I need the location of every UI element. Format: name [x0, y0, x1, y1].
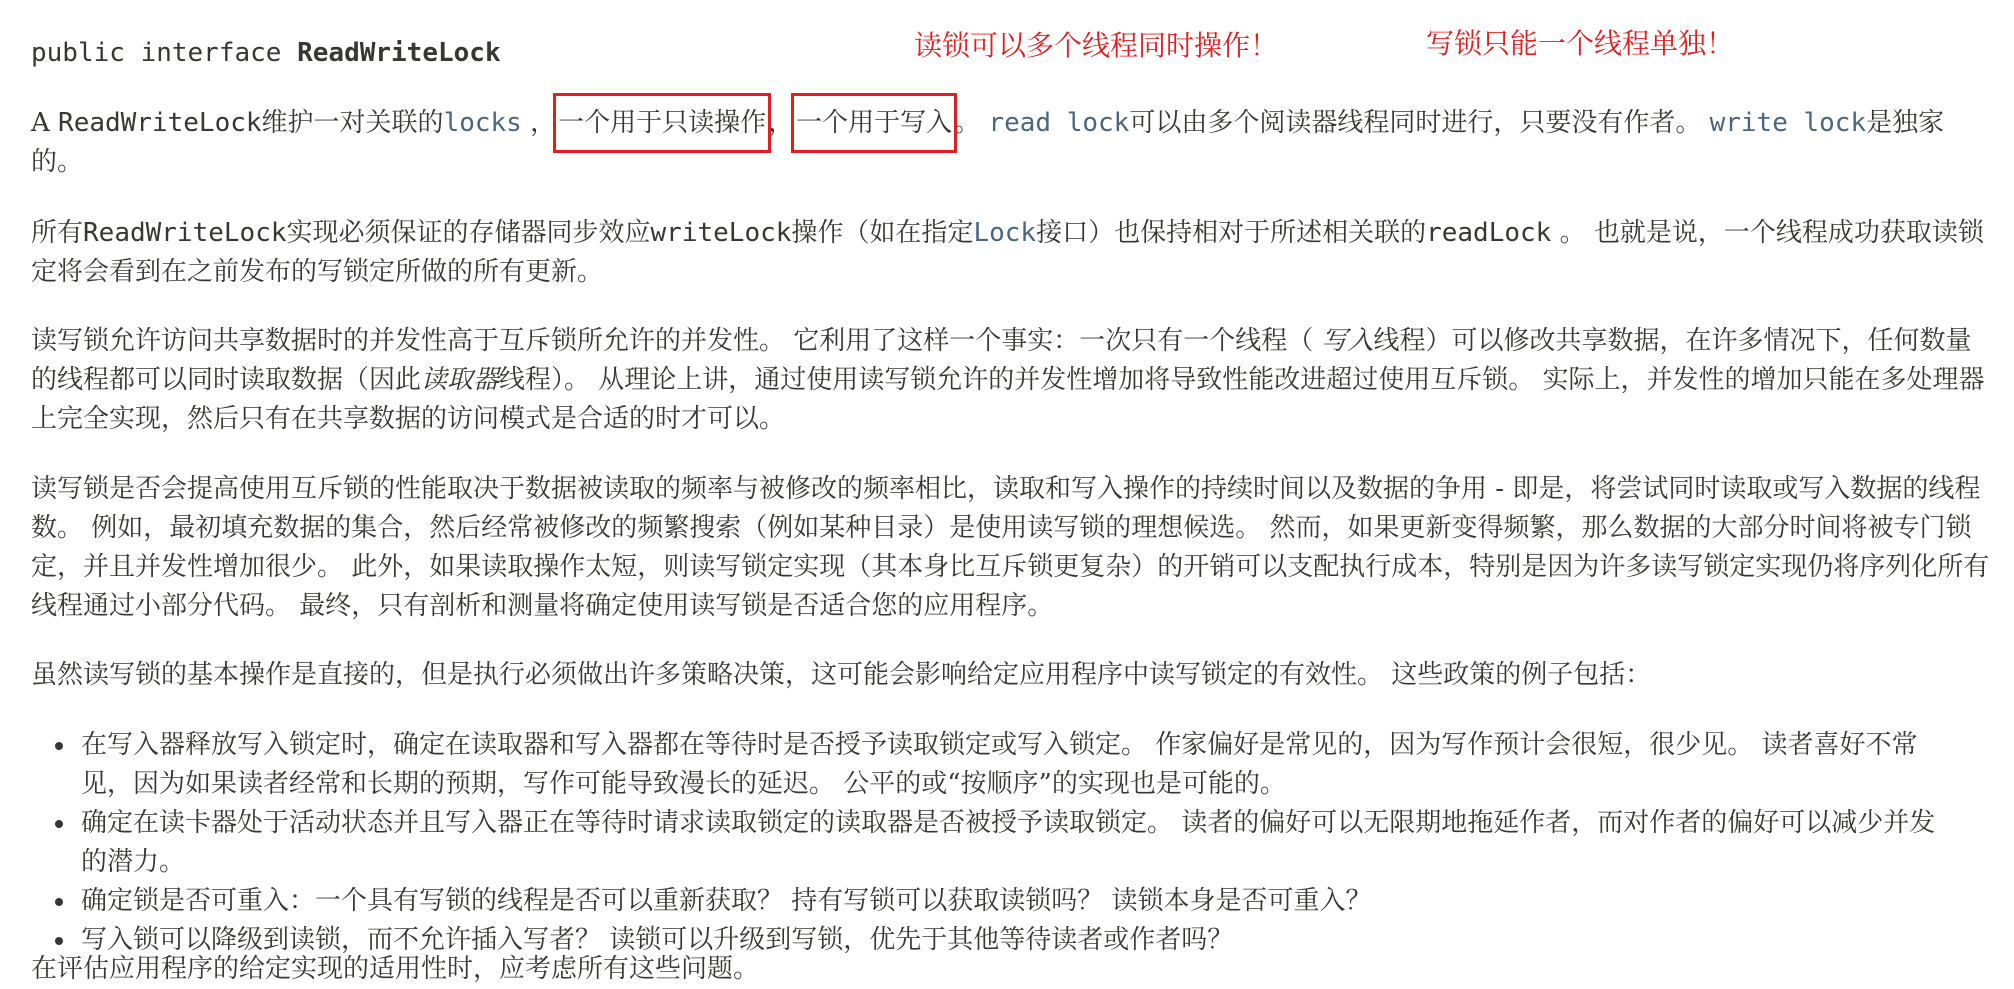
- intro-paragraph: [31, 104, 1991, 182]
- p2-text: 接口）也保持相对于所述相关联的: [1036, 218, 1427, 248]
- p1-text: 是独家的。: [31, 108, 1945, 177]
- policy-intro-paragraph: 虽然读写锁的基本操作是直接的，但是执行必须做出许多策略决策，这可能会影响给定应用程序中读写锁定的有效性。 这些政策的例子包括：: [31, 660, 1652, 690]
- p3-text: 线程）可以修改共享数据，在许多情况下，任何数量的线程都可以同时读取数据（因此: [31, 326, 1972, 395]
- p1-text: 维护一对关联的: [261, 108, 444, 138]
- writelock-code: writeLock: [650, 218, 792, 248]
- write-lock-annotation: 写锁只能一个线程单独！: [1426, 27, 1735, 60]
- read-lock-link[interactable]: read lock: [988, 108, 1130, 138]
- write-highlight-box: 一个用于写入: [794, 96, 954, 150]
- policy-list: [53, 726, 1959, 960]
- performance-paragraph: 读写锁是否会提高使用互斥锁的性能取决于数据被读取的频率与被修改的频率相比，读取和写入操作的持续时间以及数据的争用 - 即是，将尝试同时读取或写入数据的线程数。 例如，最初填充数据的集合，然后经常被修改的频繁搜索（例如某种目录）是使用读写锁的理想候选。 然而，如果更新变得频繁，那么数据的大部分时间将被专门锁定，并且并发性增加很少。 此外，如果读取操作太短，则读写锁定实现（其本身比互斥锁更复杂）的开销可以支配执行成本，特别是因为许多读写锁定实现仍将序列化所有线程通过小部分代码。 最终，只有剖析和测量将确定使用读写锁是否适合您的应用程序。: [31, 474, 1990, 621]
- list-item: 在写入器释放写入锁定时，确定在读取器和写入器都在等待时是否授予读取锁定或写入锁定。 作家偏好是常见的，因为写作预计会很短，很少见。 读者喜好不常见，因为如果读者经常和长期的预期，写作可能导致漫长的延迟。 公平的或“按顺序”的实现也是可能的。: [53, 726, 1959, 804]
- p2-text: 。 也就是说，一个线程成功获取读锁定将会看到在之前发布的写锁定所做的所有更新。: [31, 218, 1984, 287]
- write-lock-link[interactable]: write lock: [1709, 108, 1867, 138]
- readwritelock-code: ReadWriteLock: [58, 108, 262, 138]
- p3-text: 线程）。 从理论上讲，通过使用读写锁允许的并发性增加将导致性能改进超过使用互斥锁。 实际上，并发性的增加只能在多处理器上完全实现，然后只有在共享数据的访问模式是合适的时才可以。: [31, 365, 1985, 434]
- signature-prefix: public interface: [31, 38, 298, 68]
- list-item: 确定锁是否可重入：一个具有写锁的线程是否可以重新获取？ 持有写锁可以获取读锁吗？ 读锁本身是否可重入？: [53, 882, 1959, 921]
- p3-text: 读写锁允许访问共享数据时的并发性高于互斥锁所允许的并发性。 它利用了这样一个事实：一次只有一个线程（: [31, 326, 1322, 356]
- p1-text: 可以由多个阅读器线程同时进行，只要没有作者。: [1129, 108, 1710, 138]
- conclusion-paragraph: 在评估应用程序的给定实现的适用性时，应考虑所有这些问题。: [31, 954, 760, 984]
- interface-name: ReadWriteLock: [297, 38, 501, 68]
- concurrency-paragraph: [31, 322, 1991, 439]
- reader-emphasis: 读取器: [421, 365, 500, 395]
- memory-sync-paragraph: [31, 214, 1991, 292]
- writer-emphasis: 写入: [1321, 326, 1374, 356]
- p1-text: ，: [768, 108, 795, 138]
- lock-interface-link[interactable]: Lock: [973, 218, 1037, 248]
- read-lock-annotation: 读锁可以多个线程同时操作！: [914, 29, 1279, 62]
- p1-text: ，: [521, 108, 557, 138]
- interface-signature: [31, 38, 501, 68]
- p2-text: 操作（如在指定: [791, 218, 974, 248]
- list-item: 确定在读卡器处于活动状态并且写入器正在等待时请求读取锁定的读取器是否被授予读取锁定。 读者的偏好可以无限期地拖延作者，而对作者的偏好可以减少并发的潜力。: [53, 804, 1959, 882]
- p2-text: 实现必须保证的存储器同步效应: [286, 218, 651, 248]
- list-item: 写入锁可以降级到读锁，而不允许插入写者？ 读锁可以升级到写锁，优先于其他等待读者或作者吗？: [53, 921, 1959, 960]
- readlock-code: readLock: [1426, 218, 1552, 248]
- read-only-highlight-box: 一个用于只读操作: [556, 96, 768, 150]
- readwritelock-code: ReadWriteLock: [83, 218, 287, 248]
- p1-text: 。: [954, 108, 989, 138]
- locks-link[interactable]: locks: [443, 108, 522, 138]
- p2-text: 所有: [31, 218, 84, 248]
- p1-text: A: [31, 108, 59, 138]
